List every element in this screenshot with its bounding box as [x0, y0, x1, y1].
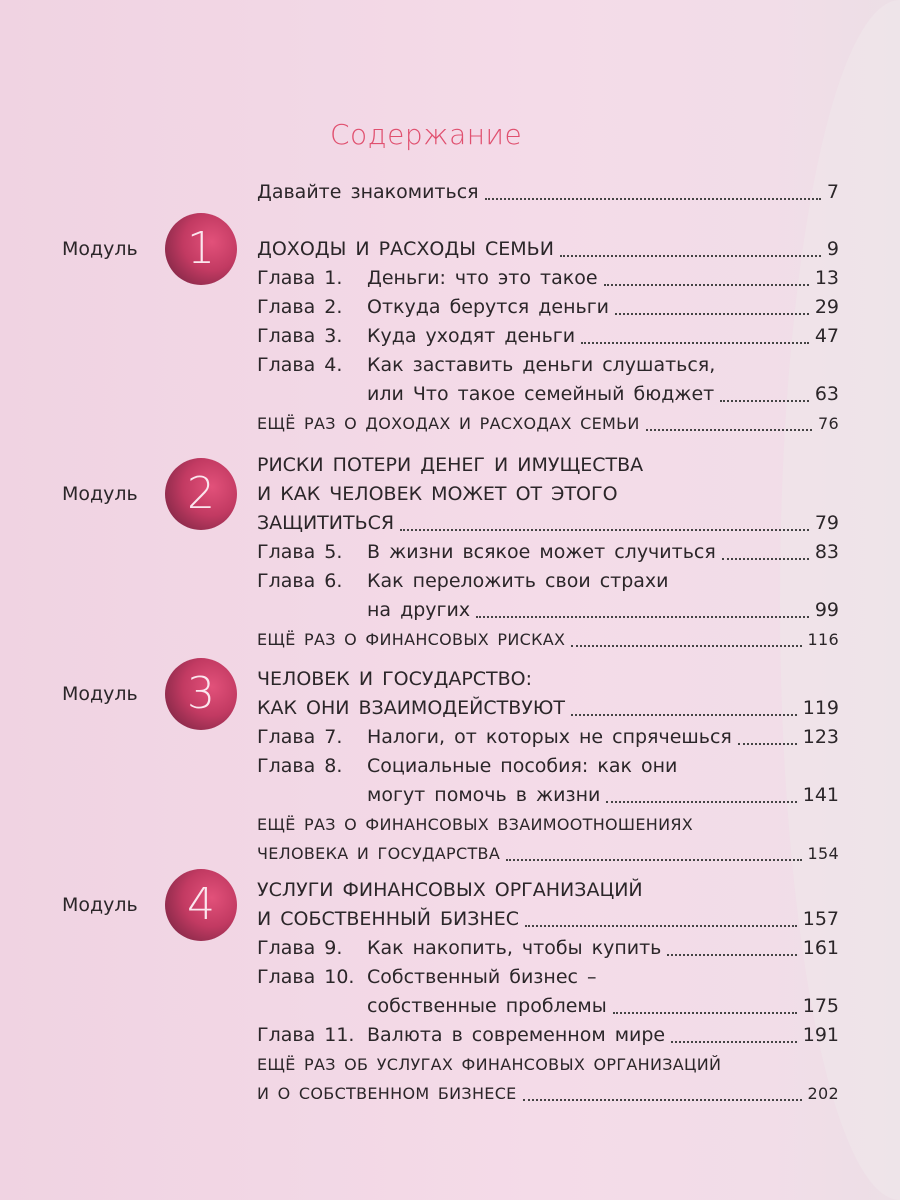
- entry-text: на других: [367, 599, 471, 621]
- chapter-label: Глава 5.: [257, 541, 343, 563]
- entry-text: Как заставить деньги слушаться,: [367, 354, 716, 376]
- toc-entry: [257, 723, 839, 752]
- entry-text: ЗАЩИТИТЬСЯ: [257, 512, 395, 534]
- page-number: 83: [814, 541, 839, 563]
- module-label: Модуль: [62, 238, 138, 260]
- toc-entry: [257, 480, 839, 509]
- entry-text: Собственный бизнес –: [367, 966, 597, 988]
- toc-entry: [257, 409, 839, 438]
- chapter-label: Глава 8.: [257, 755, 343, 777]
- module-label: Модуль: [62, 483, 138, 505]
- chapter-label: Глава 7.: [257, 726, 343, 748]
- dot-leader: [722, 558, 809, 560]
- chapter-label: Глава 3.: [257, 325, 343, 347]
- toc-entry: [257, 509, 839, 538]
- dot-leader: [581, 342, 809, 344]
- dot-leader: [525, 925, 797, 927]
- toc-entry: [257, 839, 839, 868]
- page-number: 13: [814, 267, 839, 289]
- page-number: 47: [814, 325, 839, 347]
- module-number-badge: 1: [165, 213, 237, 285]
- entry-text: КАК ОНИ ВЗАИМОДЕЙСТВУЮТ: [257, 697, 565, 719]
- toc-entry: [257, 694, 839, 723]
- page-number: 175: [802, 995, 839, 1017]
- toc-entry: [257, 992, 839, 1021]
- page-number: 161: [802, 937, 839, 959]
- toc-entry: [257, 781, 839, 810]
- toc-entry: [257, 293, 839, 322]
- page-number: 202: [807, 1084, 839, 1103]
- dot-leader: [523, 1099, 802, 1101]
- toc-entry: [257, 567, 839, 596]
- entry-text: Социальные пособия: как они: [367, 755, 678, 777]
- entry-text: ЧЕЛОВЕКА И ГОСУДАРСТВА: [257, 844, 501, 863]
- toc-entry: [257, 538, 839, 567]
- toc-entry: [257, 1079, 839, 1108]
- dot-leader: [560, 255, 821, 257]
- module-section-2: [62, 451, 839, 654]
- module-label: Модуль: [62, 893, 138, 916]
- dot-leader: [738, 743, 797, 745]
- dot-leader: [646, 429, 812, 431]
- entry-text: И КАК ЧЕЛОВЕК МОЖЕТ ОТ ЭТОГО: [257, 483, 618, 505]
- entry-text: Как переложить свои страхи: [367, 570, 669, 592]
- toc-entry: [257, 351, 839, 380]
- page-number: 191: [802, 1024, 839, 1046]
- entry-text: ЕЩЁ РАЗ ОБ УСЛУГАХ ФИНАНСОВЫХ ОРГАНИЗАЦИЙ: [257, 1055, 722, 1074]
- table-of-contents: [62, 178, 839, 1108]
- toc-entry: [257, 963, 839, 992]
- entry-text: Деньги: что это такое: [367, 267, 598, 289]
- entry-text: УСЛУГИ ФИНАНСОВЫХ ОРГАНИЗАЦИЙ: [257, 879, 643, 901]
- dot-leader: [720, 400, 809, 402]
- dot-leader: [606, 801, 796, 803]
- toc-entry: [257, 876, 839, 905]
- chapter-label: Глава 11.: [257, 1024, 355, 1046]
- module-number-badge: 3: [165, 658, 237, 730]
- toc-entry: [257, 1021, 839, 1050]
- entry-text: Откуда берутся деньги: [367, 296, 610, 318]
- entry-text: ЕЩЁ РАЗ О ФИНАНСОВЫХ ВЗАИМООТНОШЕНИЯХ: [257, 815, 694, 834]
- dot-leader: [476, 616, 809, 618]
- page-number: 116: [807, 630, 839, 649]
- toc-entry: [257, 665, 839, 694]
- toc-entry: [257, 596, 839, 625]
- page-number: 141: [802, 784, 839, 806]
- dot-leader: [506, 859, 801, 861]
- chapter-label: Глава 6.: [257, 570, 343, 592]
- entry-text: ДОХОДЫ И РАСХОДЫ СЕМЬИ: [257, 238, 554, 260]
- dot-leader: [667, 954, 796, 956]
- dot-leader: [615, 313, 809, 315]
- page-number: 123: [802, 726, 839, 748]
- module-section-3: [62, 665, 839, 868]
- toc-entry: [257, 905, 839, 934]
- toc-entry: [257, 1050, 839, 1079]
- toc-entry: [257, 322, 839, 351]
- toc-entry: [257, 264, 839, 293]
- toc-entry: [257, 235, 839, 264]
- page-number: 79: [814, 512, 839, 534]
- dot-leader: [571, 645, 801, 647]
- page-number: 9: [826, 238, 839, 260]
- toc-entry: [257, 380, 839, 409]
- entry-text: В жизни всякое может случиться: [367, 541, 716, 563]
- entry-text: Давайте знакомиться: [257, 181, 479, 203]
- entry-text: Как накопить, чтобы купить: [367, 937, 662, 959]
- page-number: 7: [826, 181, 839, 203]
- dot-leader: [485, 198, 821, 200]
- chapter-label: Глава 1.: [257, 267, 343, 289]
- chapter-label: Глава 4.: [257, 354, 343, 376]
- entry-text: ЕЩЁ РАЗ О ДОХОДАХ И РАСХОДАХ СЕМЬИ: [257, 414, 640, 433]
- entry-text: Валюта в современном мире: [367, 1024, 666, 1046]
- page-number: 63: [814, 383, 839, 405]
- chapter-label: Глава 9.: [257, 937, 343, 959]
- toc-entry: [257, 451, 839, 480]
- page-number: 119: [802, 697, 839, 719]
- page-number: 99: [814, 599, 839, 621]
- dot-leader: [604, 284, 809, 286]
- toc-entry-intro: [257, 178, 839, 207]
- entry-text: или Что такое семейный бюджет: [367, 383, 715, 405]
- dot-leader: [613, 1012, 797, 1014]
- entry-text: Куда уходят деньги: [367, 325, 576, 347]
- entry-text: ЕЩЁ РАЗ О ФИНАНСОВЫХ РИСКАХ: [257, 630, 566, 649]
- module-label: Модуль: [62, 682, 138, 705]
- toc-entry: [257, 752, 839, 781]
- entry-text: собственные проблемы: [367, 995, 607, 1017]
- page-number: 76: [818, 414, 839, 433]
- entry-text: могут помочь в жизни: [367, 784, 601, 806]
- dot-leader: [671, 1041, 797, 1043]
- entry-text: ЧЕЛОВЕК И ГОСУДАРСТВО:: [257, 668, 533, 690]
- toc-entry: [257, 810, 839, 839]
- module-number-badge: 2: [165, 458, 237, 530]
- entry-text: И СОБСТВЕННЫЙ БИЗНЕС: [257, 908, 519, 930]
- page-number: 154: [807, 844, 839, 863]
- page-number: 157: [802, 908, 839, 930]
- chapter-label: Глава 2.: [257, 296, 343, 318]
- entry-text: И О СОБСТВЕННОМ БИЗНЕСЕ: [257, 1084, 517, 1103]
- dot-leader: [571, 714, 797, 716]
- toc-entry: [257, 625, 839, 654]
- module-number-badge: 4: [165, 869, 237, 941]
- module-section-4: [62, 876, 839, 1108]
- entry-text: РИСКИ ПОТЕРИ ДЕНЕГ И ИМУЩЕСТВА: [257, 454, 644, 476]
- toc-entry: [257, 934, 839, 963]
- dot-leader: [400, 529, 809, 531]
- page-number: 29: [814, 296, 839, 318]
- module-section-1: [62, 223, 839, 438]
- chapter-label: Глава 10.: [257, 966, 355, 988]
- entry-text: Налоги, от которых не спрячешься: [367, 726, 732, 748]
- page-title: Содержание: [330, 118, 523, 151]
